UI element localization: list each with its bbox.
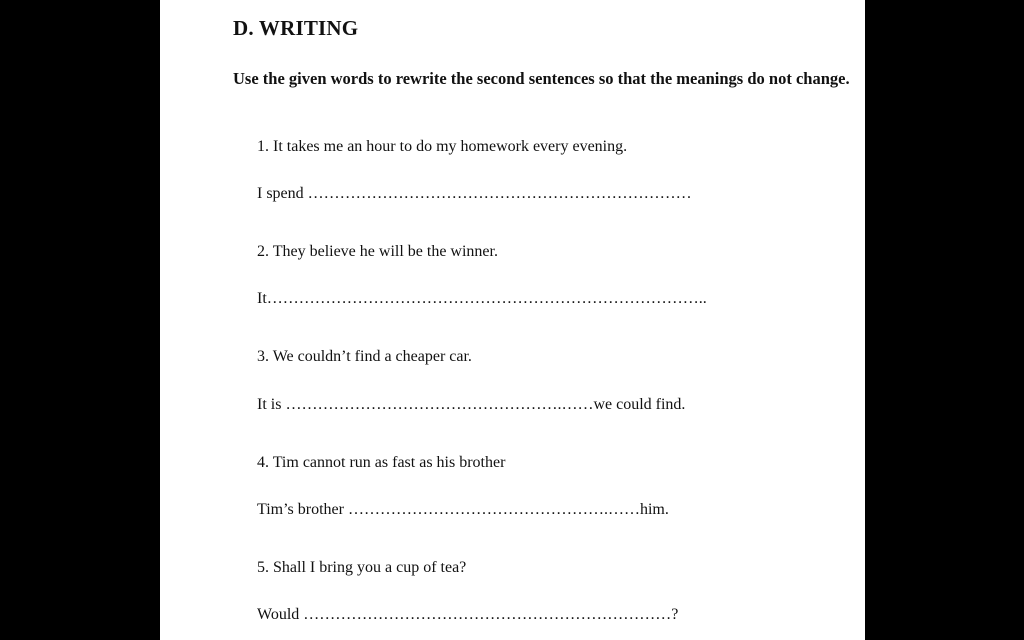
question-3-answer-line: It is …………………………………………….……we could find. <box>257 396 686 413</box>
question-3-prompt: 3. We couldn’t find a cheaper car. <box>257 348 472 365</box>
question-5-answer-line: Would ……………………………………………………………? <box>257 606 679 623</box>
question-1-prompt: 1. It takes me an hour to do my homework every evening. <box>257 138 628 155</box>
question-2-prompt: 2. They believe he will be the winner. <box>257 243 498 260</box>
question-4-answer-line: Tim’s brother ………………………………………….……him. <box>257 501 669 518</box>
question-4-prompt: 4. Tim cannot run as fast as his brother <box>257 454 506 471</box>
question-2-answer-line: It……………………………………………………………………….. <box>257 290 707 307</box>
section-title: D. WRITING <box>233 16 359 40</box>
question-5-prompt: 5. Shall I bring you a cup of tea? <box>257 559 467 576</box>
question-1-answer-line: I spend ……………………………………………………………… <box>257 185 692 202</box>
instruction-text: Use the given words to rewrite the second sentences so that the meanings do not change. <box>233 69 850 88</box>
worksheet-page <box>160 0 865 640</box>
